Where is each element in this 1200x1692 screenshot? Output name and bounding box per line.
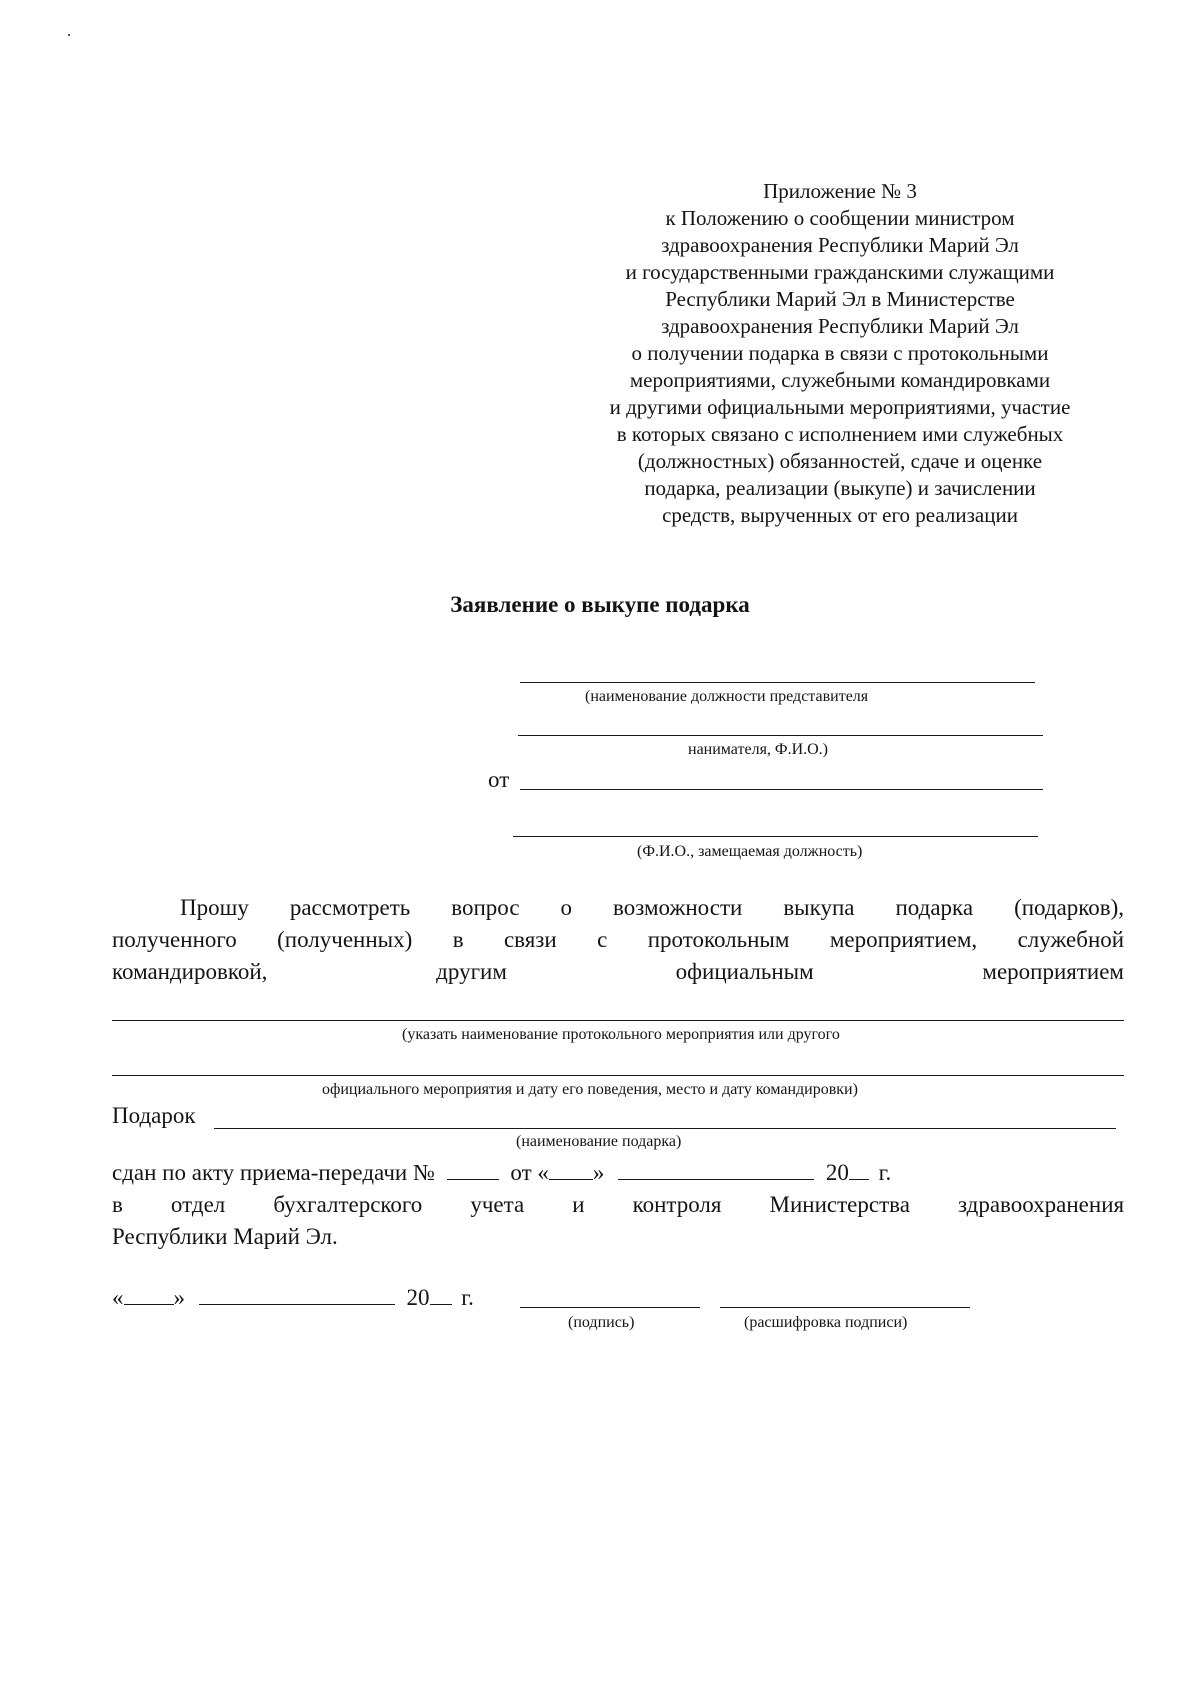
quote-close: » <box>173 1285 185 1310</box>
word: о <box>560 895 573 920</box>
word: бухгалтерского <box>273 1192 423 1217</box>
signature-date <box>112 1282 474 1313</box>
annex-line: подарка, реализации (выкупе) и зачислении <box>644 476 1036 500</box>
annex-line: к Положению о сообщении министром <box>665 206 1015 230</box>
annex-line: о получении подарка в связи с протокольными <box>631 341 1049 365</box>
word: с <box>597 927 608 952</box>
word: в <box>452 927 464 952</box>
annex-line: (должностных) обязанностей, сдаче и оценке <box>637 449 1043 473</box>
word: Министерства <box>769 1192 910 1217</box>
word: (подарков), <box>1014 895 1125 920</box>
word: в <box>112 1192 123 1217</box>
addressee-name-line[interactable] <box>518 735 1043 736</box>
annex-line: Республики Марий Эл в Министерстве <box>665 287 1015 311</box>
annex-line: здравоохранения Республики Марий Эл <box>661 233 1019 257</box>
word: Прошу <box>180 895 249 920</box>
sign-month-field[interactable] <box>199 1282 395 1305</box>
word: связи <box>503 927 557 952</box>
word: официальным <box>675 959 814 984</box>
word: командировкой, <box>112 959 268 984</box>
gift-line[interactable] <box>214 1128 1116 1129</box>
from-line-2[interactable] <box>513 836 1038 837</box>
quote-open: « <box>112 1285 124 1310</box>
caption-fio-position: (Ф.И.О., замещаемая должность) <box>637 843 863 860</box>
caption-event-1: (указать наименование протокольного мероприятия или другого <box>402 1026 840 1043</box>
caption-signature-decode: (расшифровка подписи) <box>744 1314 908 1331</box>
act-year-suffix: г. <box>878 1160 892 1185</box>
word: полученного <box>112 927 237 952</box>
annex-line: Приложение № 3 <box>763 179 917 203</box>
word: здравоохранения <box>957 1192 1125 1217</box>
dept-line-2: Республики Марий Эл. <box>112 1224 338 1249</box>
signature-line[interactable] <box>520 1307 700 1308</box>
gift-label: Подарок <box>112 1103 196 1128</box>
caption-employer: нанимателя, Ф.И.О.) <box>688 741 829 758</box>
act-month-field[interactable] <box>618 1157 814 1180</box>
annex-block <box>560 178 1120 529</box>
caption-signature: (подпись) <box>568 1314 635 1331</box>
scan-dot <box>68 34 70 36</box>
annex-line: мероприятиями, служебными командировками <box>629 368 1051 392</box>
word: подарка <box>895 895 974 920</box>
word: контроля <box>632 1192 722 1217</box>
word: выкупа <box>783 895 855 920</box>
sign-year-suffix: г. <box>461 1285 474 1310</box>
act-quote-close: » <box>592 1160 605 1185</box>
annex-line: средств, вырученных от его реализации <box>662 503 1018 527</box>
act-day-field[interactable] <box>549 1157 593 1180</box>
sign-year-field[interactable] <box>430 1282 452 1305</box>
word: другим <box>436 959 507 984</box>
dept-line <box>112 1190 1124 1220</box>
body-line-3 <box>112 957 1124 987</box>
word: возможности <box>613 895 743 920</box>
act-year-field[interactable] <box>849 1157 869 1180</box>
act-number-field[interactable] <box>447 1157 499 1180</box>
body-line-2 <box>112 925 1124 955</box>
act-prefix: сдан по акту приема-передачи № <box>112 1160 435 1185</box>
act-from: от « <box>510 1160 549 1185</box>
word: мероприятием <box>982 959 1124 984</box>
caption-event-2: официального мероприятия и дату его поведения, место и дату командировки) <box>322 1081 858 1098</box>
annex-line: в которых связано с исполнением ими служебных <box>616 422 1064 446</box>
sign-year: 20 <box>406 1285 430 1310</box>
from-line[interactable] <box>520 789 1043 790</box>
word: вопрос <box>451 895 520 920</box>
from-label: от <box>488 767 510 792</box>
annex-line: и другими официальными мероприятиями, участие <box>609 395 1071 419</box>
word: рассмотреть <box>289 895 411 920</box>
word: и <box>572 1192 585 1217</box>
word: (полученных) <box>277 927 413 952</box>
word: мероприятием, <box>829 927 978 952</box>
word: протокольным <box>647 927 790 952</box>
event-line-1[interactable] <box>112 1020 1124 1021</box>
word: служебной <box>1017 927 1125 952</box>
act-line <box>112 1157 891 1188</box>
sign-day-field[interactable] <box>124 1282 174 1305</box>
event-line-2[interactable] <box>112 1075 1124 1076</box>
annex-line: здравоохранения Республики Марий Эл <box>661 314 1019 338</box>
word: отдел <box>170 1192 226 1217</box>
act-year: 20 <box>825 1160 849 1185</box>
caption-position: (наименование должности представителя <box>585 688 869 705</box>
addressee-position-line[interactable] <box>520 682 1035 683</box>
annex-line: и государственными гражданскими служащими <box>625 260 1055 284</box>
word: учета <box>470 1192 525 1217</box>
signature-decode-line[interactable] <box>720 1307 970 1308</box>
body-line-1 <box>180 893 1124 923</box>
caption-gift: (наименование подарка) <box>516 1133 682 1150</box>
document-title: Заявление о выкупе подарка <box>450 592 750 617</box>
